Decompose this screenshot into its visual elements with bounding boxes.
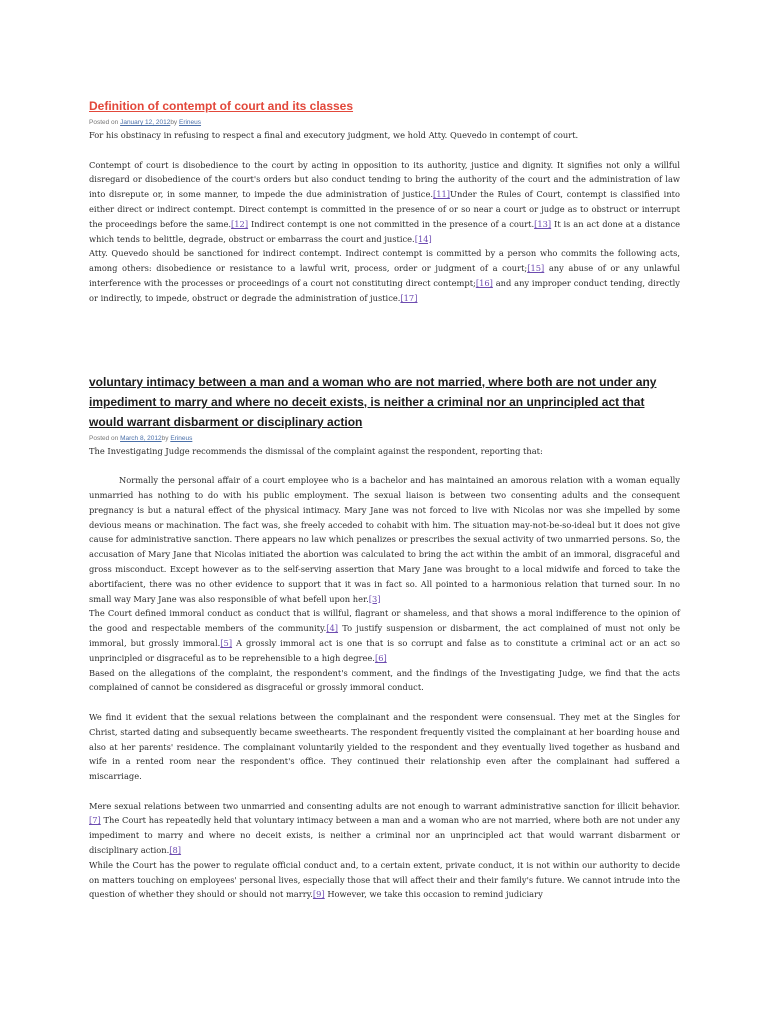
- footnote-link[interactable]: [3]: [368, 593, 381, 604]
- footnote-link[interactable]: [12]: [231, 218, 249, 229]
- paragraph: The Investigating Judge recommends the dismissal of the complaint against the respondent, reporting that:: [89, 445, 543, 456]
- footnote-link[interactable]: [4]: [326, 623, 339, 634]
- paragraph: [89, 158, 680, 247]
- meta-by: by: [161, 434, 171, 442]
- paragraph: [89, 799, 680, 858]
- text: Atty. Quevedo should be sanctioned for indirect contempt. Indirect contempt is committed by a person who commits the following acts, among others: disobedience or resistance to a lawful writ, process, order or judgment of a court;: [89, 248, 680, 274]
- post-meta: [89, 434, 680, 444]
- paragraph: Based on the allegations of the complaint, the respondent's comment, and the findings of the Investigating Judge, we find that the acts complained of cannot be considered as disgraceful or grossly immoral conduct.: [89, 667, 680, 693]
- post-body: [89, 444, 680, 903]
- paragraph: [89, 246, 680, 305]
- text: A grossly immoral act is one that is so corrupt and false as to constitute a criminal act or an act so unprincipled or disgraceful as to be reprehensible to a high degree.: [89, 637, 680, 663]
- text: any abuse of or any unlawful interference with the processes or proceedings of a court not constituting direct contempt;: [89, 263, 680, 288]
- post-meta: [89, 118, 680, 128]
- text: and any improper conduct tending, directly or indirectly, to impede, obstruct or degrade the administration of justice.: [89, 277, 680, 303]
- footnote-link[interactable]: [13]: [534, 218, 552, 229]
- text: Contempt of court is disobedience to the court by acting in opposition to its authority, justice and dignity. It signifies not only a willful disregard or disobedience of the court's orders but also conduct tending to bring the authority of the court and the administration of law into disrepute or, in some manner, to impede the due administration of justice.: [89, 159, 680, 200]
- footnote-link[interactable]: [16]: [475, 277, 493, 288]
- post-intimacy: [89, 372, 680, 903]
- text: Under the Rules of Court, contempt is classified into either direct or indirect contempt. Direct contempt is committed in the presence of or so near a court or judge as to obstruct or interrupt the proceedings before the same.: [89, 189, 680, 229]
- footnote-link[interactable]: [14]: [414, 233, 432, 244]
- text: However, we take this occasion to remind judiciary: [324, 889, 543, 900]
- footnote-link[interactable]: [11]: [433, 189, 451, 200]
- author-link[interactable]: Erineus: [178, 119, 202, 126]
- text: Indirect contempt is one not committed in the presence of a court.: [248, 218, 535, 229]
- footnote-link[interactable]: [17]: [400, 292, 418, 303]
- post-title[interactable]: Definition of contempt of court and its classes: [89, 99, 354, 113]
- post-contempt: [89, 96, 680, 306]
- text: To justify suspension or disbarment, the act complained of must not only be immoral, but grossly immoral.: [89, 623, 680, 648]
- footnote-link[interactable]: [7]: [89, 815, 101, 826]
- text: Mere sexual relations between two unmarried and consenting adults are not enough to warrant administrative sanction for illicit behavior.: [89, 800, 680, 811]
- footnote-link[interactable]: [6]: [374, 652, 387, 663]
- footnote-link[interactable]: [5]: [220, 637, 233, 648]
- post-title[interactable]: voluntary intimacy between a man and a woman who are not married, where both are not under any impediment to marry and where no deceit exists, is neither a criminal nor an unprincipled act that would warrant disbarment or disciplinary action: [89, 374, 657, 429]
- paragraph: [89, 606, 680, 665]
- text: It is an act done at a distance which tends to belittle, degrade, obstruct or embarrass the court and justice.: [89, 218, 681, 244]
- paragraph: For his obstinacy in refusing to respect a final and executory judgment, we hold Atty. Quevedo in contempt of court.: [89, 130, 579, 140]
- footnote-link[interactable]: [15]: [527, 263, 545, 274]
- footnote-link[interactable]: [9]: [312, 889, 325, 900]
- meta-prefix: Posted on: [89, 119, 121, 126]
- text: The Court defined immoral conduct as conduct that is willful, flagrant or shameless, and that shows a moral indifference to the opinion of the good and respectable members of the community.: [89, 608, 680, 634]
- meta-by: by: [170, 119, 179, 126]
- author-link[interactable]: Erineus: [170, 434, 193, 442]
- meta-prefix: Posted on: [89, 434, 121, 442]
- document-page: [89, 96, 680, 902]
- text: Normally the personal affair of a court employee who is a bachelor and has maintained an amorous relation with a woman equally unmarried has nothing to do with his public employment. The sexual liaison is between two consenting adults and the consequent pregnancy is but a natural effect of the physical intimacy. Mary Jane was not forced to live with Nicolas nor was she impelled by some devious means or machination. The fact was, she freely acceded to cohabit with him. The situation may-not-be-so-ideal but it does not give cause for administrative sanction. There appears no law which penalizes or prescribes the sexual activity of two unmarried persons. So, the accusation of Mary Jane that Nicolas initiated the abortion was calculated to bring the act within the ambit of an immoral, disgraceful and gross misconduct. Except however as to the self-serving assertion that Mary Jane was brought to a local midwife and forced to take the abortifacient, there was no other evidence to support that it was in fact so. All pointed to a harmonious relation that turned sour. In no small way Mary Jane was also responsible of what befell upon her.: [89, 475, 680, 604]
- paragraph: We find it evident that the sexual relations between the complainant and the respondent were consensual. They met at the Singles for Christ, started dating and subsequently became sweethearts. The respondent frequently visited the complainant at her boarding house and also at her parents' residence. The complainant voluntarily yielded to the respondent and they eventually lived together as husband and wife in a rented room near the respondent's office. They continued their relationship even after the complainant had suffered a miscarriage.: [89, 711, 680, 782]
- footnote-link[interactable]: [8]: [169, 845, 182, 856]
- text: The Court has repeatedly held that voluntary intimacy between a man and a woman who are not married, where both are not under any impediment to marry and where no deceit exists, is neither a criminal nor an unprincipled act that would warrant disbarment or disciplinary action.: [89, 815, 680, 856]
- post-date-link[interactable]: January 12, 2012: [120, 119, 171, 126]
- quoted-paragraph: [89, 473, 680, 606]
- text: While the Court has the power to regulate official conduct and, to a certain extent, private conduct, it is not within our authority to decide on matters touching on employees' personal lives, especially those that will affect their and their family's future. We cannot intrude into the question of whether they should or should not marry.: [89, 859, 680, 900]
- paragraph: [89, 858, 680, 902]
- post-body: [89, 128, 680, 306]
- post-date-link[interactable]: March 8, 2012: [120, 434, 162, 442]
